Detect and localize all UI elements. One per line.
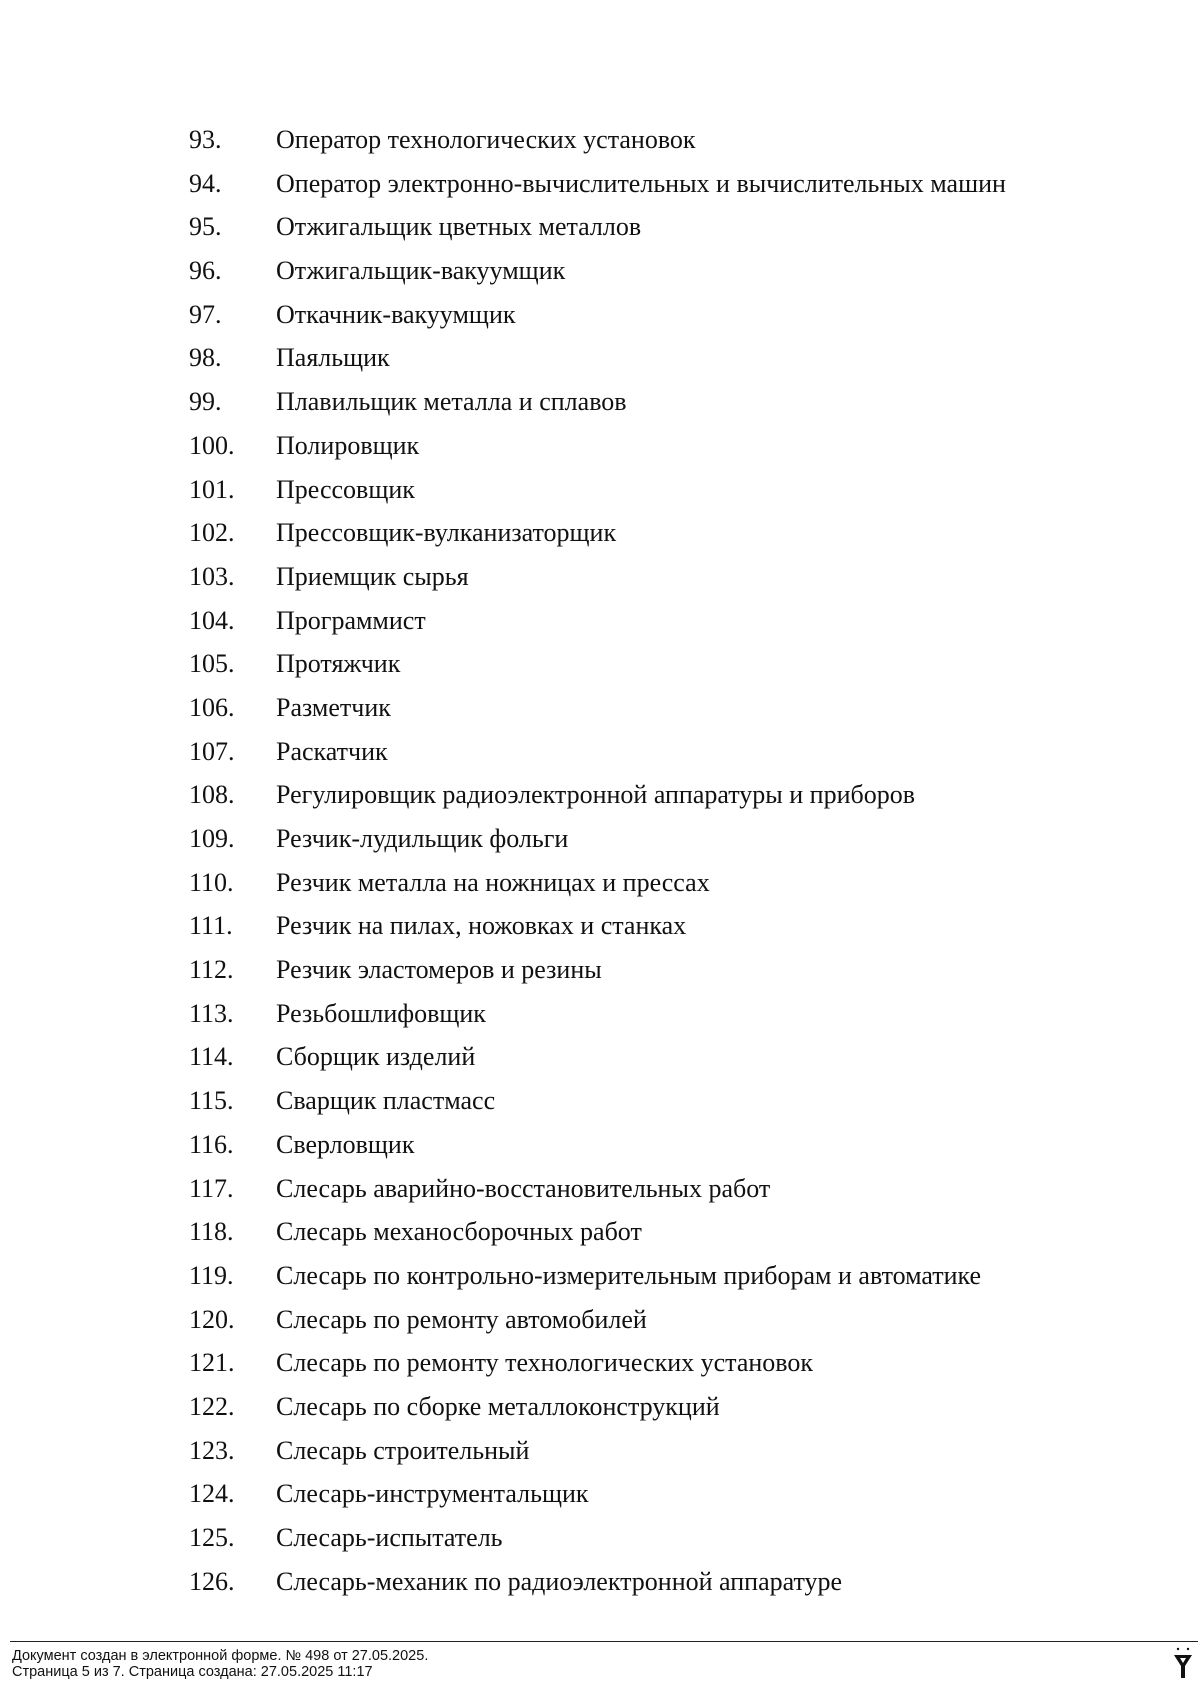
item-text: Резчик металла на ножницах и прессах	[276, 867, 710, 897]
list-item	[0, 249, 1200, 293]
item-number: 94.	[189, 168, 222, 198]
item-number: 95.	[189, 212, 222, 242]
item-number: 123.	[189, 1435, 235, 1465]
list-item	[0, 205, 1200, 249]
list-item	[0, 948, 1200, 992]
item-text: Раскатчик	[276, 736, 388, 766]
list-item	[0, 642, 1200, 686]
item-text: Отжигальщик-вакуумщик	[276, 256, 566, 286]
item-number: 124.	[189, 1479, 235, 1509]
item-text: Откачник-вакуумщик	[276, 299, 516, 329]
item-text: Резчик-лудильщик фольги	[276, 824, 569, 853]
item-text: Приемщик сырья	[276, 561, 469, 591]
item-number: 115.	[189, 1086, 234, 1116]
footer-line-1: Документ создан в электронной форме. № 498 от 27.05.2025.	[12, 1648, 429, 1664]
item-text: Слесарь-испытатель	[276, 1523, 503, 1552]
item-number: 104.	[189, 605, 235, 635]
item-text: Слесарь по ремонту автомобилей	[276, 1304, 647, 1334]
item-number: 93.	[189, 125, 222, 154]
list-item	[0, 1123, 1200, 1167]
item-number: 97.	[189, 299, 222, 329]
item-number: 120.	[189, 1304, 235, 1334]
list-item	[0, 1516, 1200, 1560]
item-number: 108.	[189, 780, 235, 810]
list-item	[0, 1079, 1200, 1123]
list-item	[0, 599, 1200, 643]
item-text: Регулировщик радиоэлектронной аппаратуры и приборов	[276, 780, 915, 810]
list-item	[0, 424, 1200, 468]
item-text: Прессовщик	[276, 474, 415, 504]
item-text: Прессовщик-вулканизаторщик	[276, 518, 617, 548]
list-item	[0, 293, 1200, 337]
item-number: 111.	[189, 911, 233, 941]
list-item	[0, 1560, 1200, 1604]
profession-list	[0, 118, 1200, 1603]
organization-logo-icon	[1172, 1646, 1194, 1680]
list-item	[0, 1385, 1200, 1429]
item-text: Резьбошлифовщик	[276, 998, 486, 1028]
item-number: 102.	[189, 518, 235, 548]
list-item	[0, 730, 1200, 774]
item-number: 121.	[189, 1348, 235, 1378]
item-text: Оператор электронно-вычислительных и вычислительных машин	[276, 168, 1006, 198]
item-number: 98.	[189, 343, 222, 373]
list-item	[0, 1472, 1200, 1516]
footer-line-2: Страница 5 из 7. Страница создана: 27.05.2025 11:17	[12, 1664, 373, 1680]
item-number: 119.	[189, 1260, 234, 1290]
item-text: Программист	[276, 605, 426, 635]
item-text: Паяльщик	[276, 343, 390, 373]
list-item	[0, 1341, 1200, 1385]
item-text: Слесарь по контрольно-измерительным приборам и автоматике	[276, 1260, 982, 1290]
item-text: Плавильщик металла и сплавов	[276, 387, 627, 417]
document-footer	[12, 1648, 428, 1680]
list-item	[0, 468, 1200, 512]
item-number: 103.	[189, 561, 235, 591]
item-number: 107.	[189, 736, 235, 766]
item-text: Протяжчик	[276, 649, 401, 679]
list-item	[0, 1167, 1200, 1211]
item-text: Отжигальщик цветных металлов	[276, 212, 642, 242]
list-item	[0, 511, 1200, 555]
list-item	[0, 336, 1200, 380]
item-number: 116.	[189, 1129, 234, 1159]
item-number: 125.	[189, 1523, 235, 1552]
item-text: Слесарь-механик по радиоэлектронной аппаратуре	[276, 1566, 843, 1596]
item-number: 96.	[189, 256, 222, 286]
item-text: Сборщик изделий	[276, 1042, 476, 1072]
item-text: Резчик эластомеров и резины	[276, 955, 602, 985]
item-text: Разметчик	[276, 692, 391, 722]
item-text: Слесарь строительный	[276, 1435, 530, 1465]
item-number: 100.	[189, 430, 235, 460]
list-item	[0, 118, 1200, 162]
item-text: Слесарь по сборке металлоконструкций	[276, 1391, 720, 1421]
item-number: 122.	[189, 1391, 235, 1421]
list-item	[0, 686, 1200, 730]
item-text: Слесарь-инструментальщик	[276, 1479, 589, 1509]
list-item	[0, 992, 1200, 1036]
item-number: 126.	[189, 1566, 235, 1596]
list-item	[0, 555, 1200, 599]
list-item	[0, 1254, 1200, 1298]
item-text: Резчик на пилах, ножовках и станках	[276, 911, 687, 941]
list-item	[0, 773, 1200, 817]
item-number: 109.	[189, 824, 235, 853]
item-text: Сверловщик	[276, 1129, 415, 1159]
item-text: Сварщик пластмасс	[276, 1086, 496, 1116]
footer-divider	[10, 1641, 1198, 1642]
item-number: 112.	[189, 955, 234, 985]
list-item	[0, 162, 1200, 206]
list-item	[0, 817, 1200, 861]
item-number: 114.	[189, 1042, 234, 1072]
list-item	[0, 1210, 1200, 1254]
item-number: 118.	[189, 1217, 234, 1247]
list-item	[0, 1429, 1200, 1473]
item-number: 99.	[189, 387, 222, 417]
item-text: Оператор технологических установок	[276, 125, 696, 154]
item-text: Слесарь аварийно-восстановительных работ	[276, 1173, 771, 1203]
item-number: 105.	[189, 649, 235, 679]
item-number: 110.	[189, 867, 234, 897]
list-item	[0, 1035, 1200, 1079]
list-item	[0, 1298, 1200, 1342]
item-text: Слесарь по ремонту технологических установок	[276, 1348, 814, 1378]
list-item	[0, 904, 1200, 948]
item-number: 117.	[189, 1173, 234, 1203]
list-item	[0, 861, 1200, 905]
item-text: Полировщик	[276, 430, 420, 460]
item-number: 101.	[189, 474, 235, 504]
item-text: Слесарь механосборочных работ	[276, 1217, 642, 1247]
item-number: 106.	[189, 692, 235, 722]
list-item	[0, 380, 1200, 424]
item-number: 113.	[189, 998, 234, 1028]
